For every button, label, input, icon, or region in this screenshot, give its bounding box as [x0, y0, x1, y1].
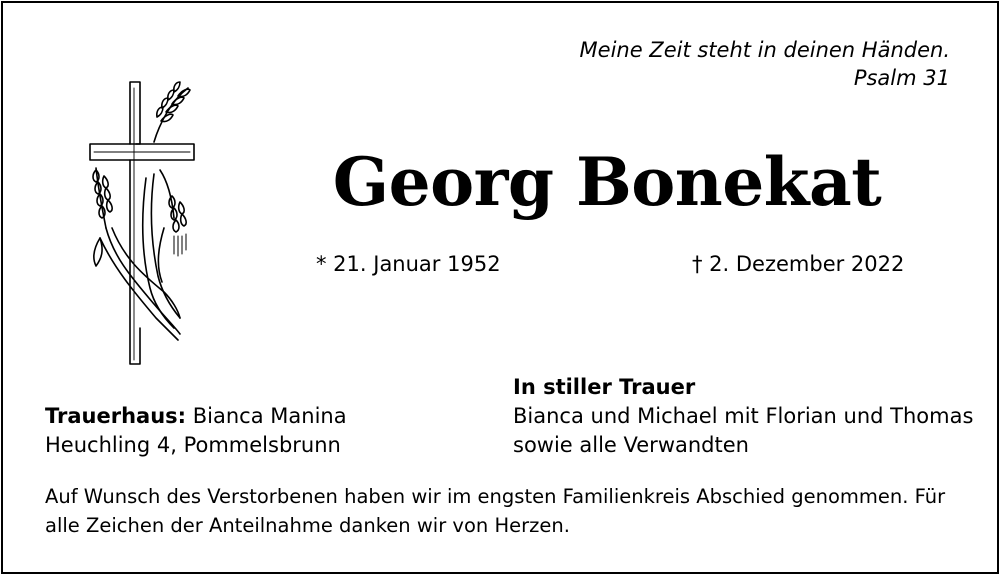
birth-date: * 21. Januar 1952: [316, 252, 501, 276]
trauerhaus-address: Heuchling 4, Pommelsbrunn: [45, 433, 341, 457]
verse-reference: Psalm 31: [853, 66, 950, 90]
mourners-heading: In stiller Trauer: [513, 375, 696, 399]
trauerhaus-line: [45, 402, 347, 431]
trauerhaus-name: Bianca Manina: [192, 404, 347, 428]
verse-text: Meine Zeit steht in deinen Händen.: [579, 38, 950, 62]
mourners-relatives: sowie alle Verwandten: [513, 433, 749, 457]
mourners-names: Bianca und Michael mit Florian und Thomas: [513, 404, 974, 428]
trauerhaus-block: [45, 402, 347, 460]
deceased-name: Georg Bonekat: [332, 143, 882, 221]
death-date: † 2. Dezember 2022: [692, 252, 905, 276]
mourners-block: [513, 373, 973, 460]
trauerhaus-label: Trauerhaus:: [45, 404, 187, 428]
bible-verse: [580, 36, 950, 92]
closing-text: Auf Wunsch des Verstorbenen haben wir im engsten Familienkreis Abschied genommen. Für alle Zeichen der Anteilnahme danken wir von Herzen.: [45, 485, 946, 537]
